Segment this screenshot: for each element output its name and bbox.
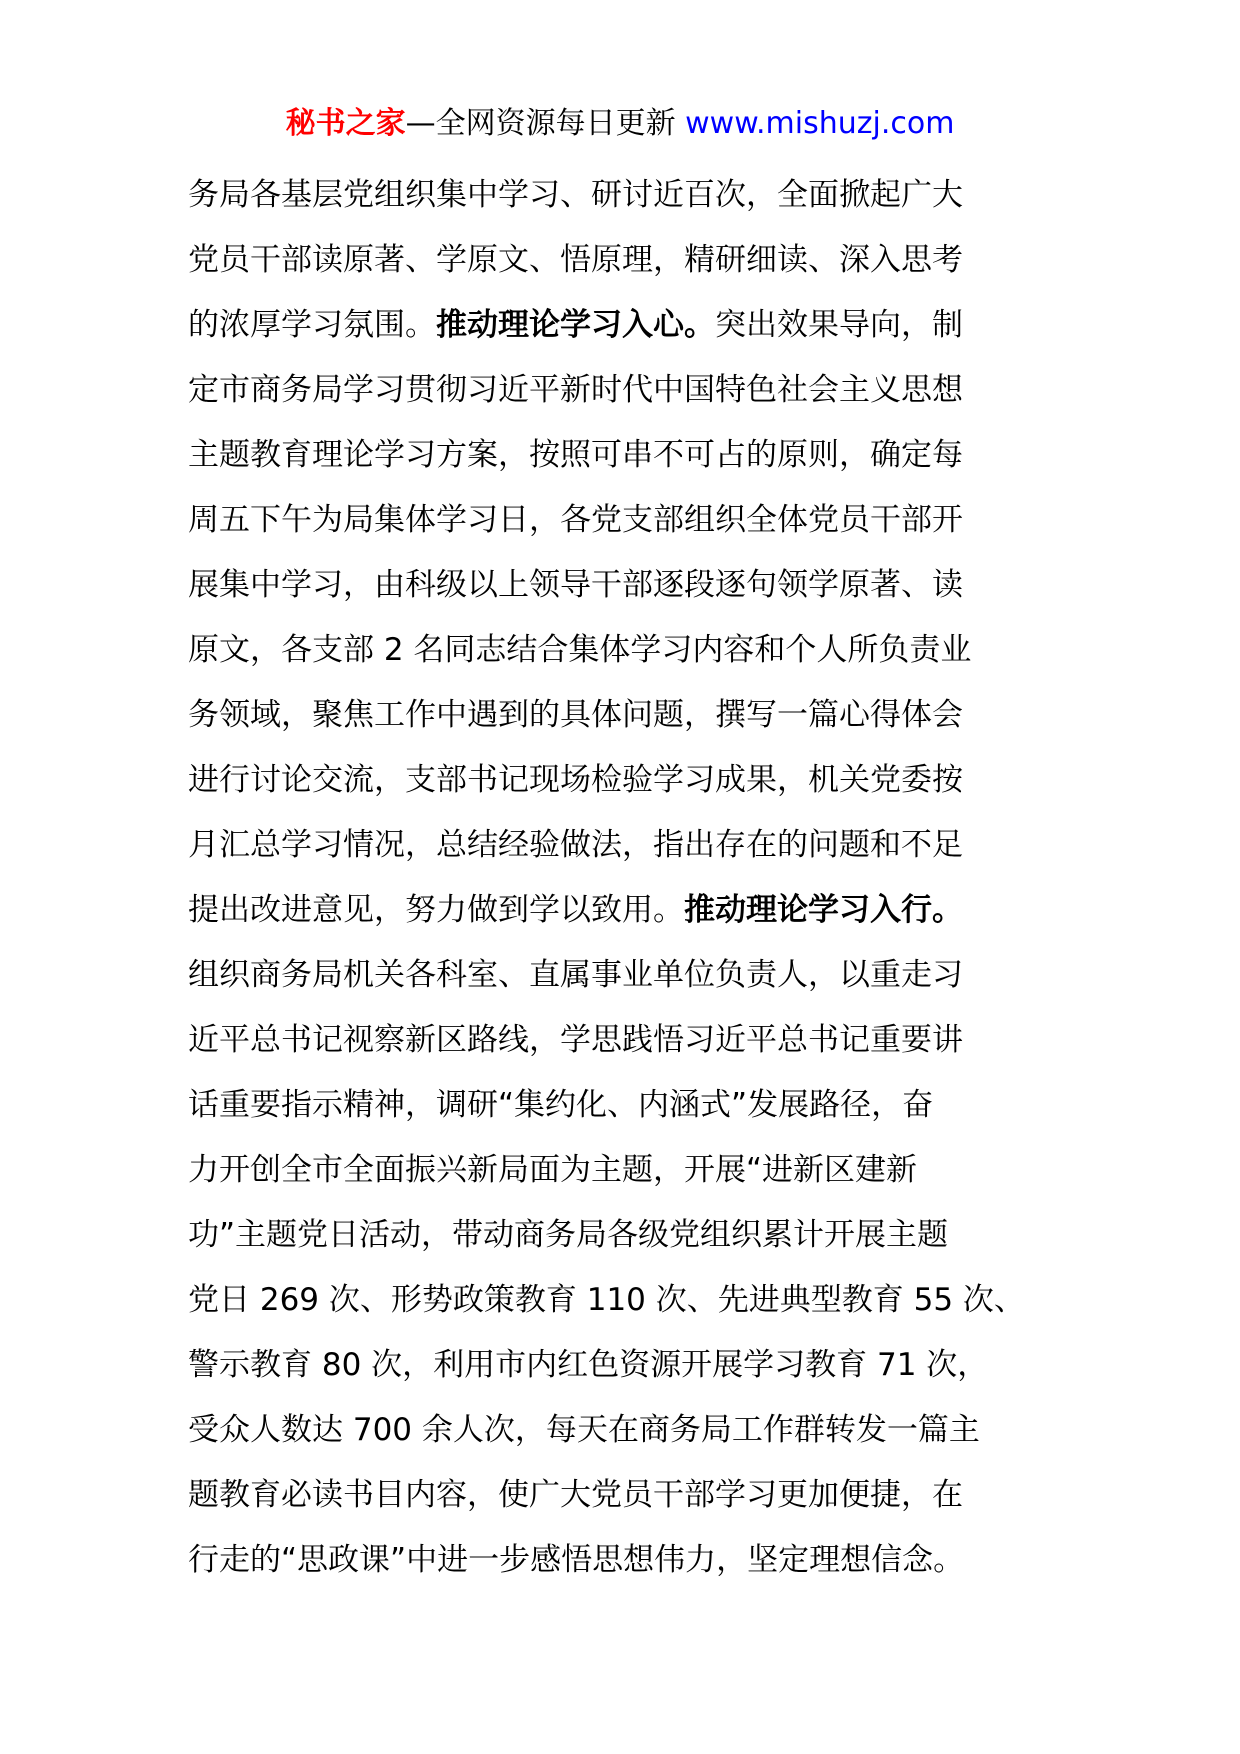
line-text: 受众人数达 700 余人次，每天在商务局工作群转发一篇主 xyxy=(188,1412,980,1448)
text-line xyxy=(188,553,1068,618)
text-line xyxy=(188,683,1068,748)
header-slogan: —全网资源每日更新 xyxy=(405,106,686,141)
line-text: 近平总书记视察新区路线，学思践悟习近平总书记重要讲 xyxy=(188,1022,963,1058)
text-line xyxy=(188,1073,1068,1138)
line-text: 突出效果导向，制 xyxy=(715,307,963,343)
line-text: 展集中学习，由科级以上领导干部逐段逐句领学原著、读 xyxy=(188,567,963,603)
line-text: 党日 269 次、形势政策教育 110 次、先进典型教育 55 次、 xyxy=(188,1282,1025,1318)
text-line xyxy=(188,1398,1068,1463)
page-header xyxy=(0,104,1240,144)
line-text: 原文，各支部 2 名同志结合集体学习内容和个人所负责业 xyxy=(188,632,972,668)
line-text: 话重要指示精神，调研“集约化、内涵式”发展路径，奋 xyxy=(188,1087,934,1123)
website-link[interactable]: www.mishuzj.com xyxy=(685,106,955,141)
text-line xyxy=(188,358,1068,423)
line-text: 务领域，聚焦工作中遇到的具体问题，撰写一篇心得体会 xyxy=(188,697,963,733)
text-line xyxy=(188,423,1068,488)
line-text: 功”主题党日活动，带动商务局各级党组织累计开展主题 xyxy=(188,1217,949,1253)
text-line xyxy=(188,1528,1068,1593)
text-line xyxy=(188,1008,1068,1073)
text-line xyxy=(188,1203,1068,1268)
text-line xyxy=(188,748,1068,813)
line-text: 主题教育理论学习方案，按照可串不可占的原则，确定每 xyxy=(188,437,963,473)
text-line xyxy=(188,618,1068,683)
line-text: 力开创全市全面振兴新局面为主题，开展“进新区建新 xyxy=(188,1152,918,1188)
line-text: 进行讨论交流，支部书记现场检验学习成果，机关党委按 xyxy=(188,762,963,798)
text-line xyxy=(188,878,1068,943)
line-text: 党员干部读原著、学原文、悟原理，精研细读、深入思考 xyxy=(188,242,963,278)
text-line xyxy=(188,943,1068,1008)
line-text: 周五下午为局集体学习日，各党支部组织全体党员干部开 xyxy=(188,502,963,538)
line-text: 的浓厚学习氛围。 xyxy=(188,307,436,343)
line-text: 行走的“思政课”中进一步感悟思想伟力，坚定理想信念。 xyxy=(188,1542,965,1578)
line-text: 务局各基层党组织集中学习、研讨近百次，全面掀起广大 xyxy=(188,177,963,213)
line-text: 定市商务局学习贯彻习近平新时代中国特色社会主义思想 xyxy=(188,372,963,408)
document-body xyxy=(188,163,1068,1593)
text-line xyxy=(188,293,1068,358)
line-text: 警示教育 80 次，利用市内红色资源开展学习教育 71 次， xyxy=(188,1347,989,1383)
text-line xyxy=(188,488,1068,553)
bold-heading-text: 推动理论学习入心。 xyxy=(436,307,715,343)
text-line xyxy=(188,228,1068,293)
line-text: 提出改进意见，努力做到学以致用。 xyxy=(188,892,684,928)
text-line xyxy=(188,1138,1068,1203)
text-line xyxy=(188,813,1068,878)
bold-heading-text: 推动理论学习入行。 xyxy=(684,892,963,928)
line-text: 题教育必读书目内容，使广大党员干部学习更加便捷，在 xyxy=(188,1477,963,1513)
text-line xyxy=(188,163,1068,228)
line-text: 月汇总学习情况，总结经验做法，指出存在的问题和不足 xyxy=(188,827,963,863)
text-line xyxy=(188,1463,1068,1528)
text-line xyxy=(188,1268,1068,1333)
brand-name: 秘书之家 xyxy=(285,106,406,141)
text-line xyxy=(188,1333,1068,1398)
line-text: 组织商务局机关各科室、直属事业单位负责人，以重走习 xyxy=(188,957,963,993)
